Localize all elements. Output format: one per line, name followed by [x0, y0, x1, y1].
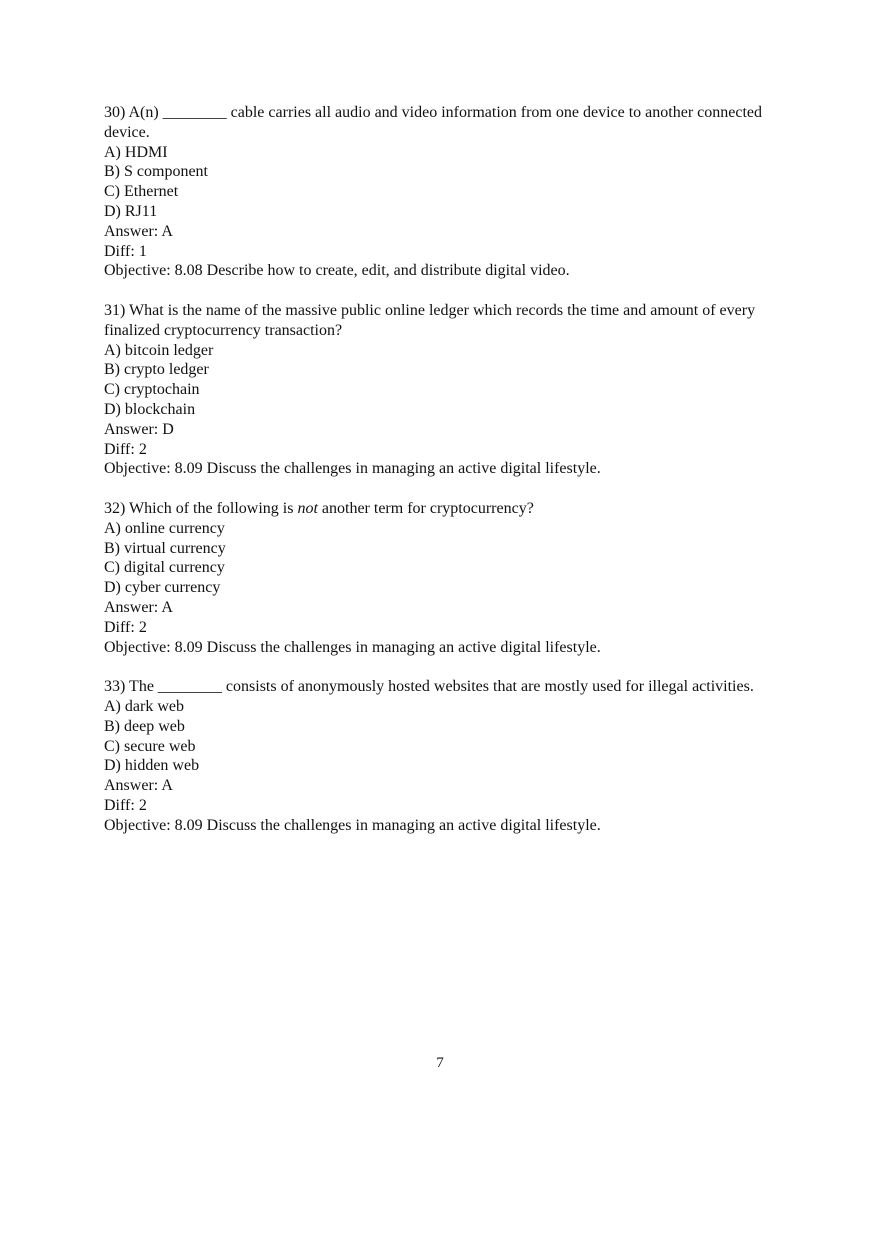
- question-list: [104, 103, 784, 855]
- answer: Answer: A: [104, 222, 173, 240]
- question-stem: 30) A(n) ________ cable carries all audio and video information from one device to another connected device.: [104, 104, 762, 141]
- question-31: [104, 301, 784, 479]
- answer: Answer: A: [104, 777, 173, 795]
- page-number: 7: [436, 1055, 444, 1071]
- option-d: D) blockchain: [104, 400, 196, 418]
- option-a: A) bitcoin ledger: [104, 341, 214, 359]
- objective: Objective: 8.09 Discuss the challenges in managing an active digital lifestyle.: [104, 638, 601, 656]
- option-a: A) dark web: [104, 697, 184, 715]
- answer: Answer: A: [104, 598, 173, 616]
- objective: Objective: 8.08 Describe how to create, edit, and distribute digital video.: [104, 262, 570, 280]
- question-stem: 31) What is the name of the massive public online ledger which records the time and amount of every finalized cryptocurrency transaction?: [104, 301, 756, 339]
- question-33: [104, 677, 784, 835]
- difficulty: Diff: 2: [104, 618, 147, 636]
- objective: Objective: 8.09 Discuss the challenges in managing an active digital lifestyle.: [104, 460, 601, 478]
- option-b: B) virtual currency: [104, 539, 226, 557]
- difficulty: Diff: 2: [104, 440, 147, 458]
- option-c: C) secure web: [104, 737, 196, 755]
- difficulty: Diff: 2: [104, 796, 147, 814]
- question-30: [104, 103, 784, 281]
- objective: Objective: 8.09 Discuss the challenges in managing an active digital lifestyle.: [104, 816, 601, 834]
- option-c: C) cryptochain: [104, 381, 200, 399]
- option-a: A) online currency: [104, 519, 225, 537]
- option-c: C) Ethernet: [104, 183, 179, 201]
- question-32: [104, 499, 784, 657]
- option-d: D) hidden web: [104, 757, 200, 775]
- question-stem: 32) Which of the following is not another term for cryptocurrency?: [104, 499, 534, 517]
- option-d: D) cyber currency: [104, 579, 221, 597]
- answer: Answer: D: [104, 420, 174, 438]
- option-c: C) digital currency: [104, 559, 225, 577]
- option-b: B) S component: [104, 163, 208, 181]
- option-b: B) crypto ledger: [104, 361, 209, 379]
- question-stem: 33) The ________ consists of anonymously hosted websites that are mostly used for illegal activities.: [104, 678, 754, 696]
- option-a: A) HDMI: [104, 143, 168, 161]
- option-d: D) RJ11: [104, 202, 158, 220]
- option-b: B) deep web: [104, 717, 185, 735]
- difficulty: Diff: 1: [104, 242, 147, 260]
